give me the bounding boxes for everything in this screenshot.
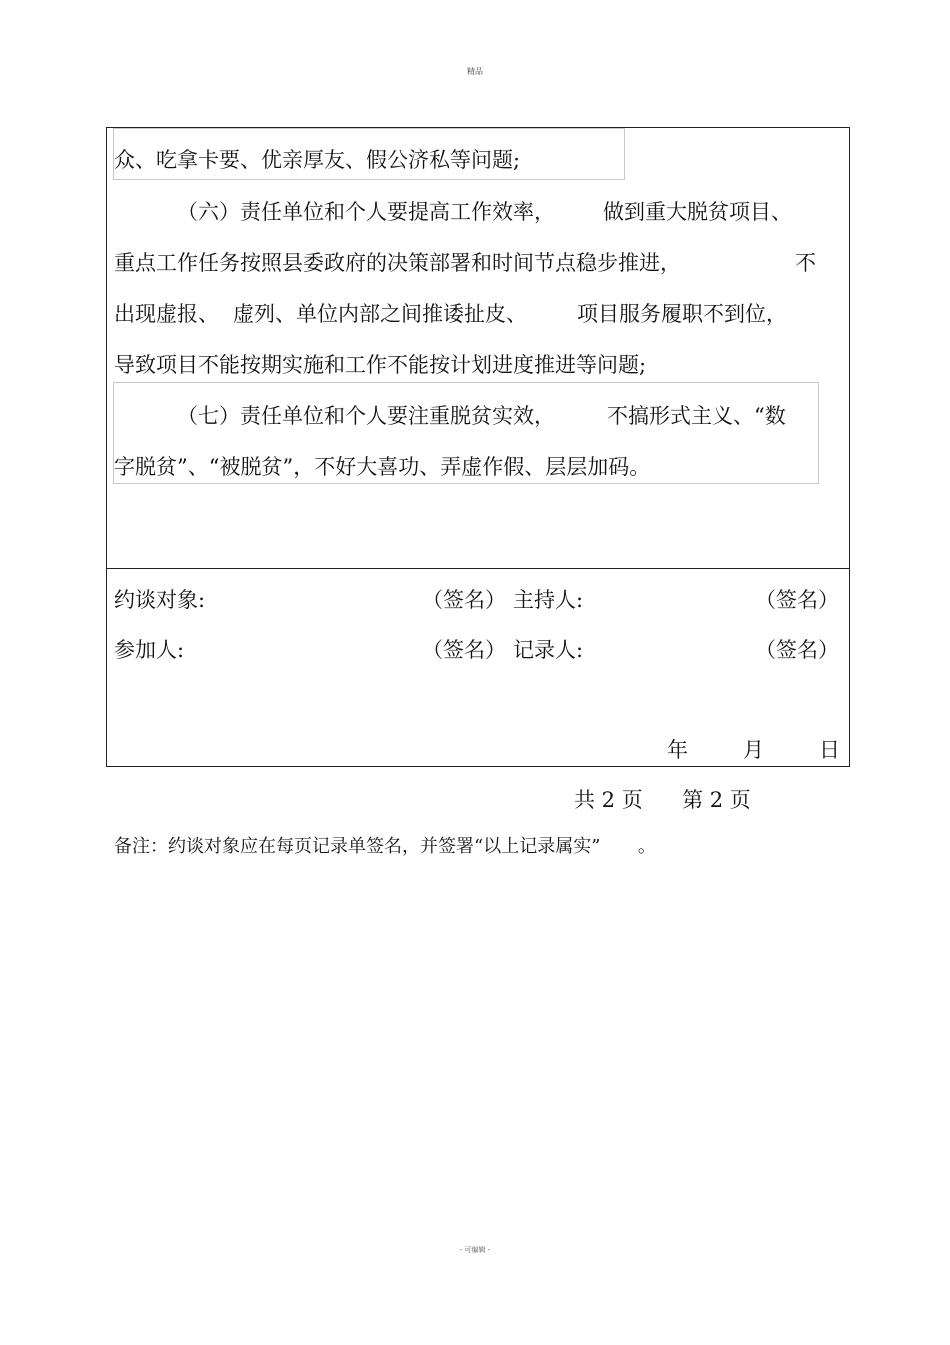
content-line: 不 xyxy=(795,251,816,275)
content-line: （六）责任单位和个人要提高工作效率， xyxy=(177,200,555,224)
page-total: 共 2 页 xyxy=(574,788,643,812)
content-line: 重点工作任务按照县委政府的决策部署和时间节点稳步推进， xyxy=(114,251,681,275)
date-year: 年 xyxy=(667,738,688,762)
remark-end: 。 xyxy=(637,836,656,857)
interview-record-form xyxy=(106,127,850,767)
footer-watermark: - 可编辑 - xyxy=(459,1246,491,1254)
host-label: 主持人: xyxy=(513,588,584,612)
content-line: 做到重大脱贫项目、 xyxy=(603,200,792,224)
participant-label: 参加人: xyxy=(114,638,185,662)
content-line: （七）责任单位和个人要注重脱贫实效， xyxy=(177,404,555,428)
date-month: 月 xyxy=(743,738,764,762)
host-sign: （签名） xyxy=(755,588,839,612)
content-line: 众、吃拿卡要、优亲厚友、假公济私等问题; xyxy=(114,148,521,172)
content-line: 出现虚报、 xyxy=(114,302,219,326)
content-line: 虚列、单位内部之间推诿扯皮、 xyxy=(233,302,527,326)
content-line: 字脱贫”、“被脱贫”，不好大喜功、弄虚作假、层层加码。 xyxy=(114,455,651,479)
remark-note xyxy=(114,834,656,860)
content-section xyxy=(107,128,849,569)
page-counter xyxy=(574,786,751,814)
header-watermark: 精品 xyxy=(467,67,483,76)
recorder-label: 记录人: xyxy=(513,638,584,662)
date-day: 日 xyxy=(819,738,840,762)
content-line: 不搞形式主义、“数 xyxy=(607,404,786,428)
participant-sign: （签名） xyxy=(422,638,506,662)
content-line: 项目服务履职不到位， xyxy=(577,302,787,326)
recorder-sign: （签名） xyxy=(755,638,839,662)
interviewee-label: 约谈对象: xyxy=(114,588,206,612)
remark-text: 备注：约谈对象应在每页记录单签名，并签署“以上记录属实” xyxy=(114,836,601,857)
content-line: 导致项目不能按期实施和工作不能按计划进度推进等问题; xyxy=(114,353,647,377)
interviewee-sign: （签名） xyxy=(422,588,506,612)
page-current: 第 2 页 xyxy=(682,788,751,812)
